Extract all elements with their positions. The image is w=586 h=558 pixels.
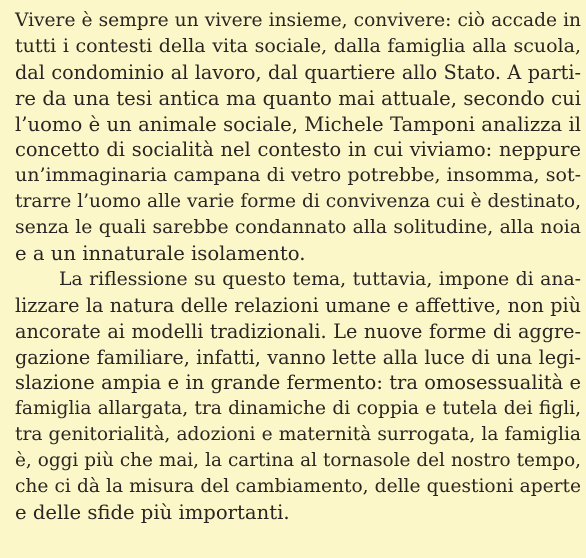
text-line: è, oggi più che mai, la cartina al tornasole del nostro tempo, <box>15 450 581 472</box>
paragraph-2 <box>15 267 581 526</box>
text-line: concetto di socialità nel contesto in cui viviamo: neppure <box>15 138 581 162</box>
text-line: famiglia allargata, tra dinamiche di coppia e tutela dei figli, <box>15 398 581 420</box>
text-line: Vivere è sempre un vivere insieme, convivere: ciò accade in <box>15 10 581 31</box>
body-text <box>15 8 581 526</box>
text-line: senza le quali sarebbe condannato alla solitudine, alla noia <box>15 217 581 239</box>
text-line: La riflessione su questo tema, tuttavia, impone di ana- <box>59 268 581 290</box>
text-line: e a un innaturale isolamento. <box>15 242 306 266</box>
text-line: l’uomo è un animale sociale, Michele Tamponi analizza il <box>15 112 581 136</box>
text-line: un’immaginaria campana di vetro potrebbe, insomma, sot- <box>15 164 581 187</box>
text-line: trarre l’uomo alle varie forme di convivenza cui è destinato, <box>15 191 581 213</box>
text-line: dal condominio al lavoro, dal quartiere allo Stato. A parti- <box>15 60 581 84</box>
text-line: e delle sfide più importanti. <box>15 500 290 524</box>
text-line: tutti i contesti della vita sociale, dalla famiglia alla scuola, <box>15 34 581 57</box>
text-line: ancorate ai modelli tradizionali. Le nuove forme di aggre- <box>15 319 581 343</box>
paragraph-1 <box>15 8 581 267</box>
text-line: slazione ampia e in grande fermento: tra omosessualità e <box>15 371 581 395</box>
text-line: re da una tesi antica ma quanto mai attuale, secondo cui <box>15 86 581 110</box>
text-line: lizzare la natura delle relazioni umane e affettive, non più <box>15 293 581 317</box>
text-line: che ci dà la misura del cambiamento, delle questioni aperte <box>15 476 581 498</box>
text-line: gazione familiare, infatti, vanno lette alla luce di una legi- <box>15 345 581 369</box>
text-line: tra genitorialità, adozioni e maternità surrogata, la famiglia <box>15 424 581 446</box>
